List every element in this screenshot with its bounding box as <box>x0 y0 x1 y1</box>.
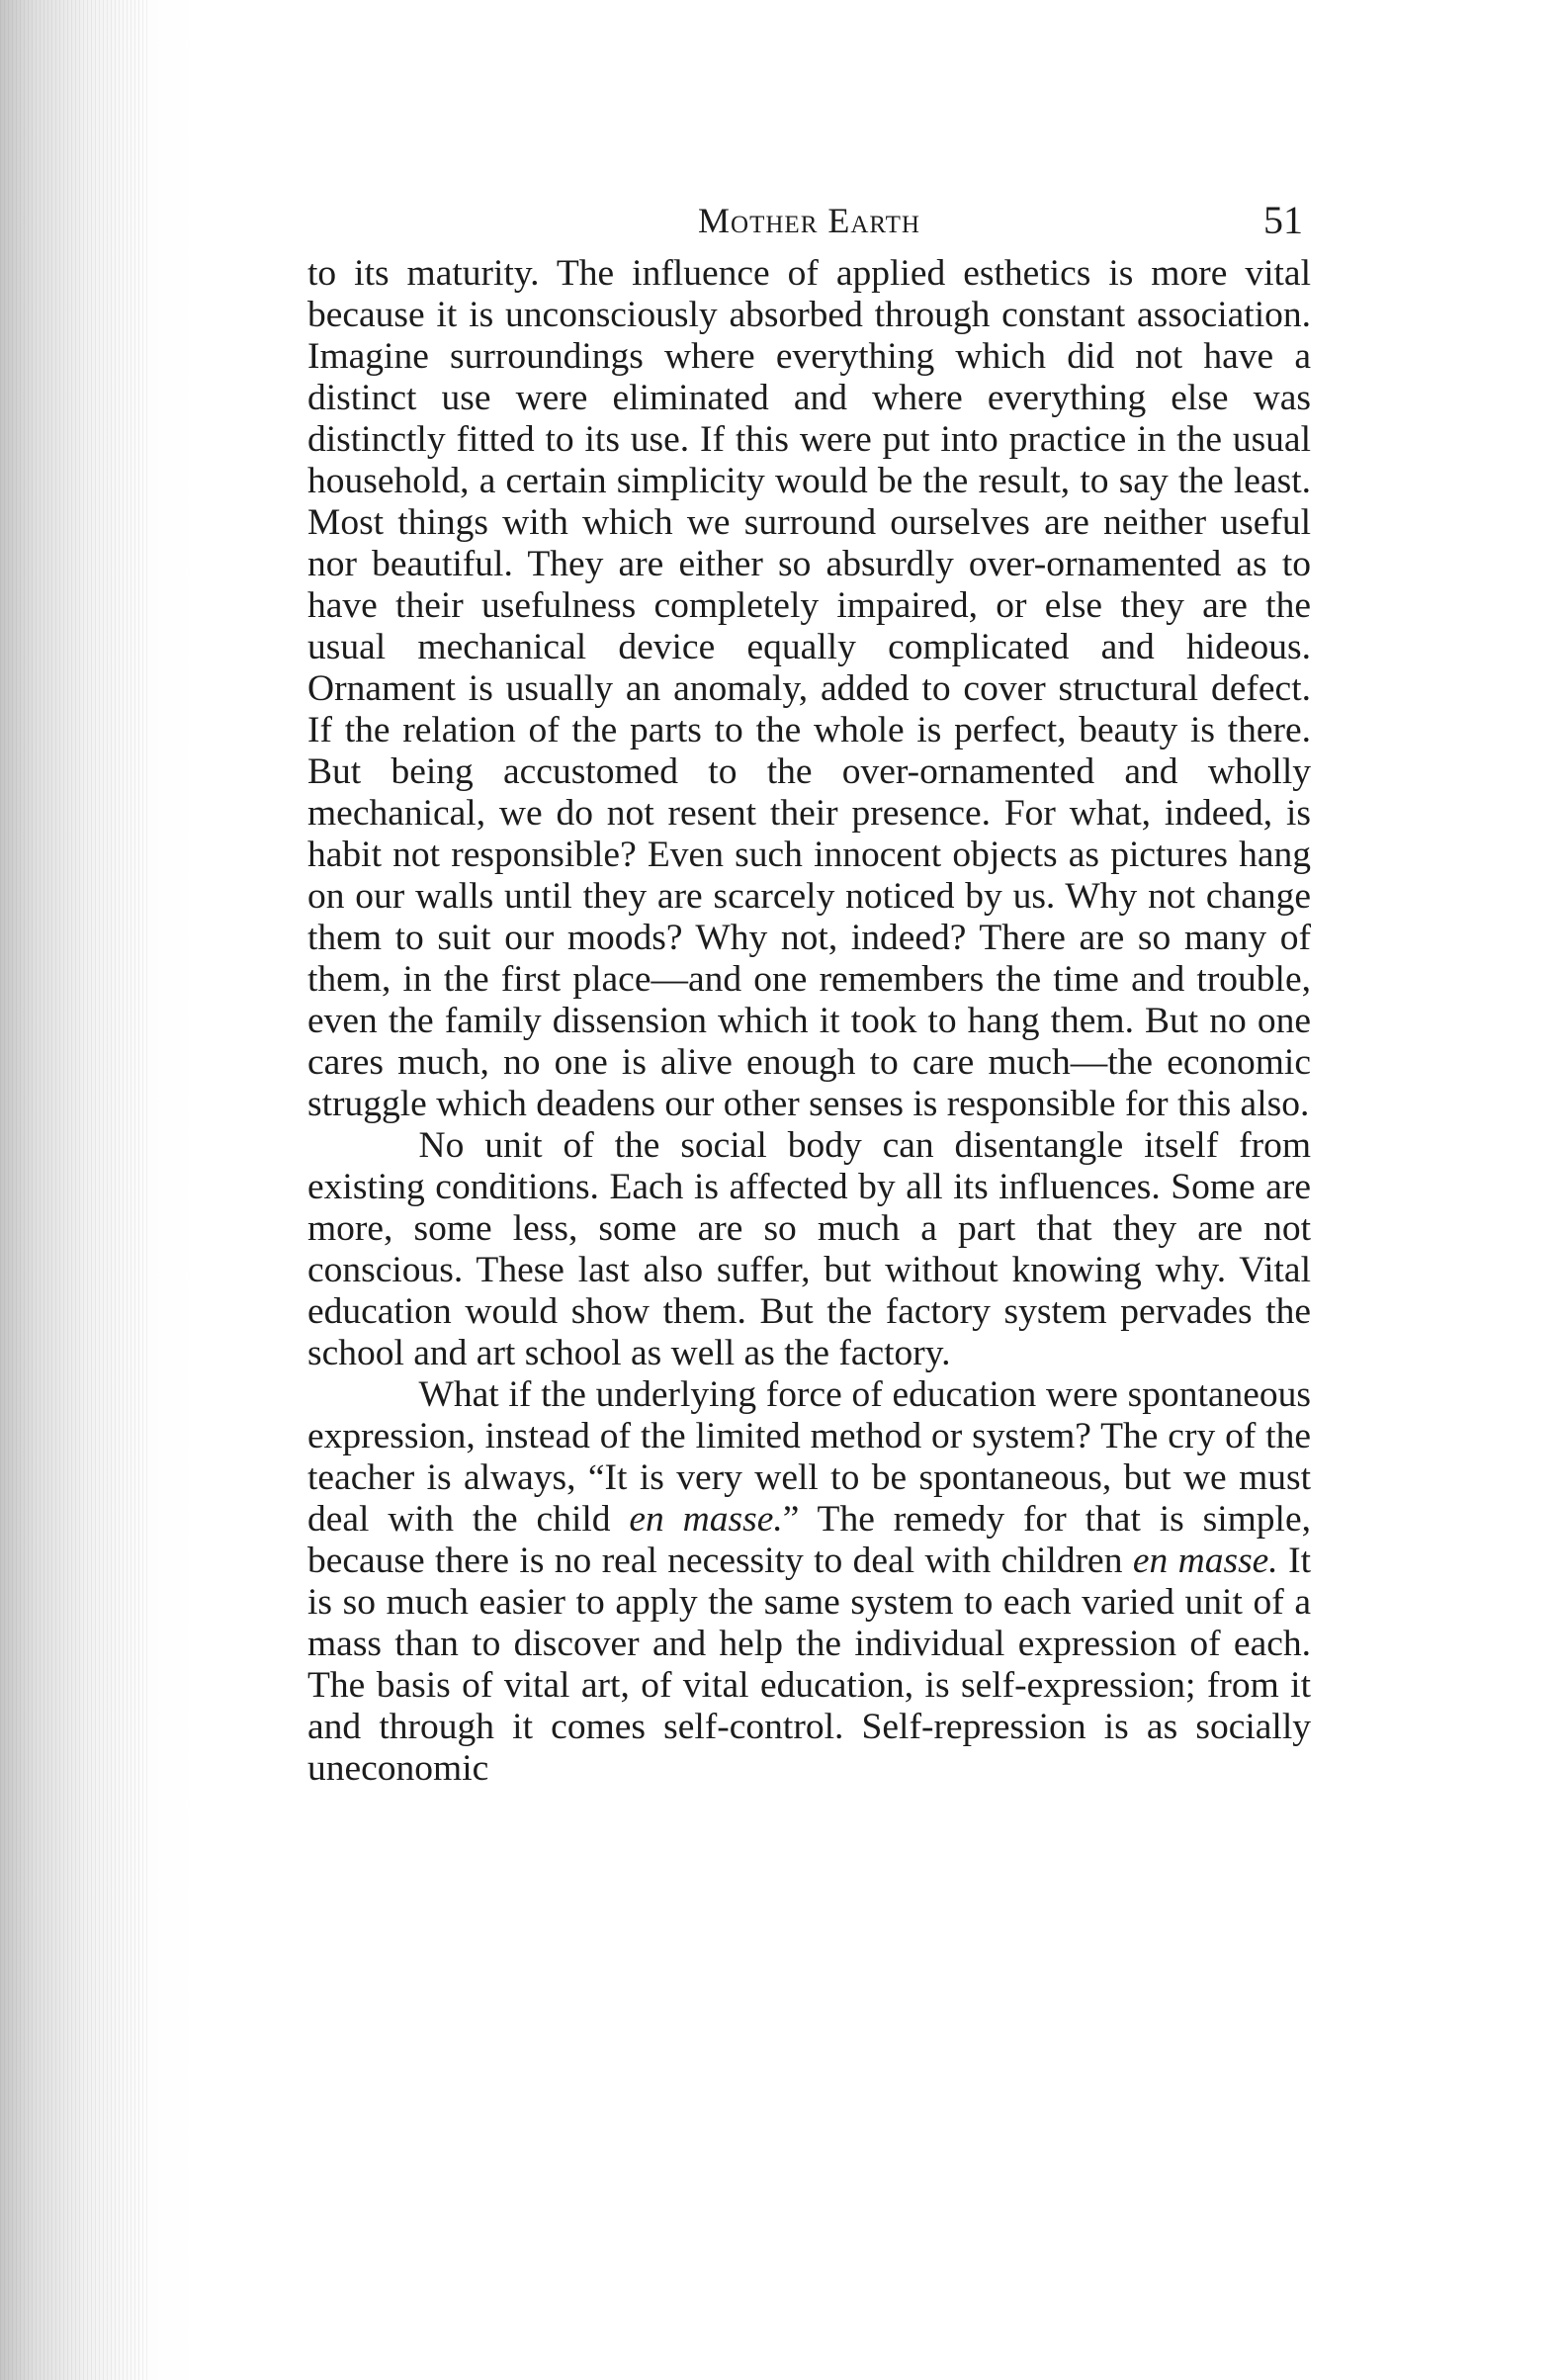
scan-shadow-texture <box>0 0 148 2380</box>
italic-phrase: en masse. <box>629 1499 783 1540</box>
paragraph-text: It is so much easier to apply the same system to each varied unit of a mass than to discover and help the individual expression of each. The basis of vital art, of vital education, is self-expression; from it and through it comes self-control. Self-repression is as socially uneconomic <box>307 1541 1311 1789</box>
paragraph-social-body <box>307 1125 1311 1374</box>
paragraph-text: to its maturity. The influence of applied esthetics is more vital because it is unconsciously absorbed through constant association. Imagine surroundings where everything which did not have a distinct use were eliminated and where everything else was distinctly fitted to its use. If this were put into practice in the usual household, a certain simplicity would be the result, to say the least. Most things with which we surround ourselves are neither useful nor beautiful. They are either so absurdly over-ornamented as to have their usefulness completely impaired, or else they are the usual mechanical device equally complicated and hideous. Ornament is usually an anomaly, added to cover structural defect. If the relation of the parts to the whole is perfect, beauty is there. But being accustomed to the over-ornamented and wholly mechanical, we do not resent their presence. For what, indeed, is habit not responsible? Even such innocent objects as pictures hang on our walls until they are scarcely noticed by us. Why not change them to suit our moods? Why not, indeed? There are so many of them, in the first place—and one remembers the time and trouble, even the family dissension which it took to hang them. But no one cares much, no one is alive enough to care much—the economic struggle which deadens our other senses is responsible for this also. <box>307 253 1311 1124</box>
running-head <box>307 198 1311 247</box>
paragraph-text: No unit of the social body can disentangle itself from existing conditions. Each is affected by all its influences. Some are more, some less, some are so much a part that they are not conscious. These last also suffer, but without knowing why. Vital education would show them. But the factory system pervades the school and art school as well as the factory. <box>307 1125 1311 1373</box>
paragraph-education <box>307 1374 1311 1790</box>
body-text <box>307 253 1311 1790</box>
paragraph-text: ” The remedy for that is simple, because there is no real necessity to deal with children <box>307 1499 1311 1581</box>
paragraph-text: What if the underlying force of education were spontaneous expression, instead of the limited method or system? The cry of the teacher is always, “It is very well to be spontaneous, but we must deal with the child <box>307 1374 1311 1540</box>
italic-phrase: en masse. <box>1132 1541 1278 1581</box>
paragraph-continuation <box>307 253 1311 1125</box>
journal-title: Mother Earth <box>698 201 920 240</box>
page-number: 51 <box>1263 198 1303 242</box>
